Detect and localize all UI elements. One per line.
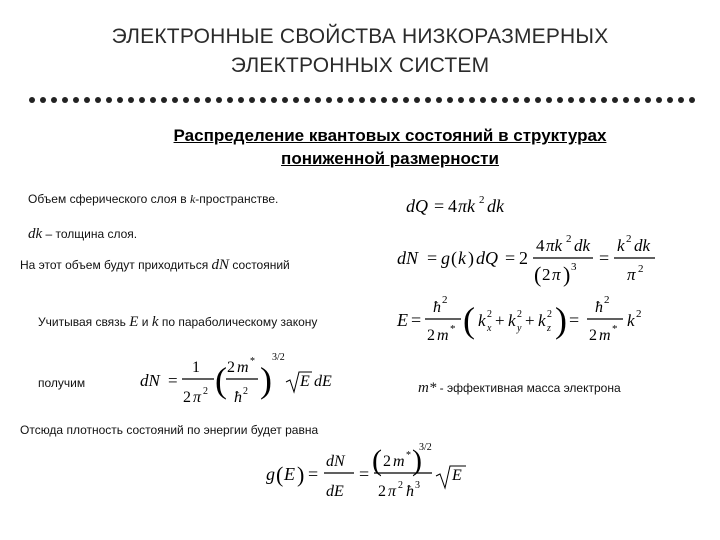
svg-text:*: *	[406, 450, 411, 461]
svg-text:=: =	[599, 248, 610, 268]
svg-text:(: (	[451, 248, 457, 268]
svg-text:2: 2	[636, 308, 642, 320]
svg-text:k: k	[508, 311, 516, 330]
svg-text:2: 2	[427, 327, 435, 344]
divider-dot	[128, 97, 134, 103]
svg-text:+: +	[495, 311, 505, 330]
svg-text:π: π	[388, 483, 397, 500]
divider-dot	[51, 97, 57, 103]
svg-text:(: (	[463, 300, 475, 340]
divider-dot	[40, 97, 46, 103]
section-heading-line-2: пониженной размерности	[281, 149, 499, 168]
svg-text:4: 4	[536, 236, 545, 255]
svg-text:πk: πk	[546, 236, 563, 255]
svg-text:dE: dE	[314, 373, 332, 390]
divider-dot	[260, 97, 266, 103]
divider-dot	[84, 97, 90, 103]
svg-text:m: m	[393, 453, 405, 470]
divider-dot	[183, 97, 189, 103]
divider-dot	[194, 97, 200, 103]
svg-text:E: E	[284, 464, 295, 484]
divider-dot	[370, 97, 376, 103]
divider-dot	[271, 97, 277, 103]
density-text: Отсюда плотность состояний по энергии будет равна	[20, 423, 319, 437]
divider-dot	[425, 97, 431, 103]
svg-text:2: 2	[442, 294, 448, 306]
divider-dot	[348, 97, 354, 103]
divider-dot	[227, 97, 233, 103]
svg-text:π: π	[552, 265, 561, 284]
states-text: На этот объем будут приходиться dN состояний	[20, 257, 290, 273]
svg-text:(: (	[372, 444, 382, 477]
svg-text:2: 2	[547, 309, 552, 320]
page-title-line-1: ЭЛЕКТРОННЫЕ СВОЙСТВА НИЗКОРАЗМЕРНЫХ	[111, 25, 609, 48]
svg-text:g: g	[441, 248, 450, 268]
divider-dot	[535, 97, 541, 103]
divider-dot	[29, 97, 35, 103]
divider-dot	[117, 97, 123, 103]
svg-text:2: 2	[243, 386, 248, 397]
divider-dot	[150, 97, 156, 103]
svg-text:dQ: dQ	[476, 248, 498, 268]
divider-dot	[161, 97, 167, 103]
svg-text:k: k	[627, 311, 635, 330]
divider-dot	[579, 97, 585, 103]
svg-text:(: (	[215, 360, 227, 400]
svg-text:ħ: ħ	[595, 299, 603, 316]
svg-text:E: E	[300, 373, 310, 390]
divider-dot	[645, 97, 651, 103]
divider-dot	[689, 97, 695, 103]
svg-text:πk: πk	[458, 196, 476, 216]
svg-text:2: 2	[203, 386, 208, 397]
divider-dot	[678, 97, 684, 103]
divider-dot	[601, 97, 607, 103]
svg-text:m: m	[599, 327, 611, 344]
page-title-line-2: ЭЛЕКТРОННЫХ СИСТЕМ	[230, 54, 490, 77]
divider-dot	[623, 97, 629, 103]
svg-text:2: 2	[589, 327, 597, 344]
svg-text:y: y	[517, 323, 522, 334]
divider-dot	[293, 97, 299, 103]
svg-text:): )	[412, 444, 422, 477]
divider-dot	[73, 97, 79, 103]
svg-text:*: *	[250, 356, 255, 367]
svg-text:m: m	[237, 359, 249, 376]
svg-text:=: =	[505, 248, 516, 268]
svg-text:3: 3	[415, 480, 420, 491]
svg-text:2: 2	[542, 265, 551, 284]
section-heading-line-1: Распределение квантовых состояний в структурах	[173, 126, 607, 145]
divider-dot	[447, 97, 453, 103]
svg-text:2: 2	[479, 194, 485, 206]
divider-dot	[304, 97, 310, 103]
svg-text:dN: dN	[397, 248, 419, 268]
divider-dot	[106, 97, 112, 103]
svg-text:2: 2	[183, 389, 191, 406]
svg-text:=: =	[569, 310, 580, 330]
svg-text:E: E	[452, 467, 462, 484]
svg-text:2: 2	[227, 359, 235, 376]
svg-text:2: 2	[378, 483, 386, 500]
svg-text:=: =	[308, 464, 319, 484]
divider-dot	[62, 97, 68, 103]
divider-dot	[612, 97, 618, 103]
svg-text:=: =	[427, 248, 438, 268]
svg-text:dN: dN	[140, 371, 160, 390]
svg-text:): )	[563, 262, 571, 287]
svg-text:x: x	[487, 323, 492, 334]
svg-text:2: 2	[638, 263, 644, 275]
svg-text:dk: dk	[487, 196, 504, 216]
svg-text:π: π	[193, 389, 202, 406]
dk-text: dk – толщина слоя.	[28, 226, 138, 242]
divider-dot	[205, 97, 211, 103]
divider-dot	[249, 97, 255, 103]
svg-text:2: 2	[487, 309, 492, 320]
divider-dot	[546, 97, 552, 103]
svg-text:3: 3	[571, 261, 577, 273]
divider-dot	[491, 97, 497, 103]
divider-dot	[667, 97, 673, 103]
divider-dot	[469, 97, 475, 103]
formula-E-parabolic	[393, 290, 673, 354]
divider-dot	[656, 97, 662, 103]
result-label: получим	[38, 376, 86, 390]
divider-dot	[337, 97, 343, 103]
svg-text:*: *	[450, 323, 456, 335]
svg-text:E: E	[397, 310, 408, 330]
svg-text:2: 2	[517, 309, 522, 320]
divider-dot	[216, 97, 222, 103]
divider-dot	[359, 97, 365, 103]
svg-text:2: 2	[604, 294, 610, 306]
svg-text:dQ: dQ	[406, 196, 428, 216]
divider-dot	[315, 97, 321, 103]
svg-text:2: 2	[383, 453, 391, 470]
svg-text:dN: dN	[326, 453, 345, 470]
dotted-divider	[28, 94, 700, 106]
svg-text:(: (	[276, 462, 284, 487]
formula-dQ	[400, 190, 530, 222]
svg-text:2: 2	[566, 233, 572, 245]
divider-dot	[524, 97, 530, 103]
svg-text:m: m	[437, 327, 449, 344]
divider-dot	[458, 97, 464, 103]
svg-text:k: k	[538, 311, 546, 330]
svg-text:+: +	[525, 311, 535, 330]
relation-text: Учитывая связь E и k по параболическому закону	[38, 314, 318, 330]
svg-text:=: =	[359, 464, 370, 484]
divider-dot	[414, 97, 420, 103]
svg-text:): )	[297, 462, 305, 487]
divider-dot	[139, 97, 145, 103]
divider-dot	[634, 97, 640, 103]
svg-text:dk: dk	[574, 236, 591, 255]
divider-dot	[172, 97, 178, 103]
volume-text: Объем сферического слоя в k-пространстве.	[28, 192, 279, 206]
svg-text:ħ: ħ	[406, 483, 414, 500]
svg-text:g: g	[266, 464, 275, 484]
svg-text:ħ: ħ	[433, 299, 441, 316]
svg-text:3/2: 3/2	[419, 442, 432, 453]
divider-dot	[480, 97, 486, 103]
formula-dN-dE	[138, 346, 358, 410]
svg-text:2: 2	[626, 233, 632, 245]
svg-text:π: π	[627, 265, 636, 284]
divider-dot	[392, 97, 398, 103]
svg-text:(: (	[534, 262, 542, 287]
divider-dot	[381, 97, 387, 103]
divider-dot	[513, 97, 519, 103]
svg-text:dk: dk	[634, 236, 651, 255]
svg-text:1: 1	[192, 359, 200, 376]
svg-text:k: k	[458, 248, 466, 268]
divider-dot	[326, 97, 332, 103]
svg-text:dE: dE	[326, 483, 344, 500]
divider-dot	[403, 97, 409, 103]
svg-text:): )	[468, 248, 474, 268]
svg-text:2: 2	[519, 248, 528, 268]
divider-dot	[282, 97, 288, 103]
svg-text:): )	[555, 300, 567, 340]
effective-mass-note: m* - эффективная масса электрона	[418, 380, 621, 396]
divider-dot	[557, 97, 563, 103]
svg-text:=: =	[411, 310, 422, 330]
svg-text:*: *	[612, 323, 618, 335]
svg-text:=: =	[434, 196, 445, 216]
svg-text:k: k	[617, 236, 625, 255]
divider-dot	[238, 97, 244, 103]
svg-text:): )	[260, 360, 272, 400]
svg-text:k: k	[478, 311, 486, 330]
svg-text:3/2: 3/2	[272, 352, 285, 363]
svg-text:ħ: ħ	[234, 389, 242, 406]
divider-dot	[436, 97, 442, 103]
formula-g-E	[264, 440, 484, 506]
formula-dN	[393, 228, 673, 292]
divider-dot	[568, 97, 574, 103]
svg-text:=: =	[168, 371, 178, 390]
divider-dot	[95, 97, 101, 103]
svg-text:2: 2	[398, 480, 403, 491]
divider-dot	[590, 97, 596, 103]
svg-text:4: 4	[448, 196, 457, 216]
svg-text:z: z	[547, 323, 551, 334]
divider-dot	[502, 97, 508, 103]
